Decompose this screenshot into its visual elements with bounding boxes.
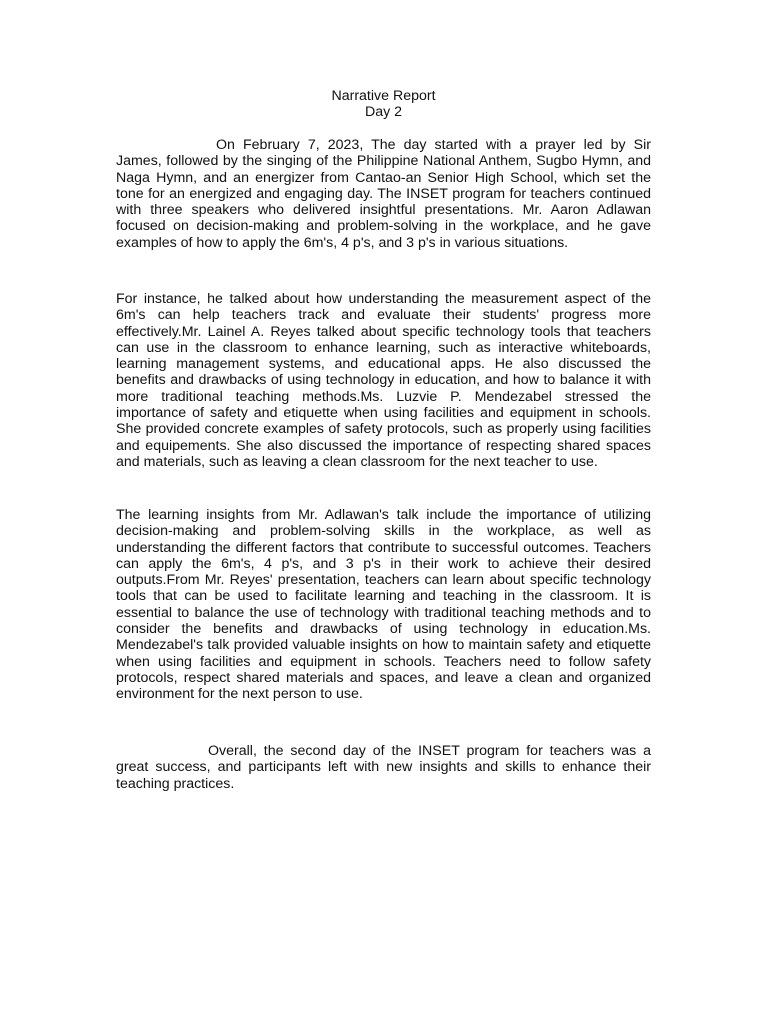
report-title: Narrative Report	[331, 88, 436, 104]
paragraph-opening	[116, 137, 651, 251]
paragraph-text: Overall, the second day of the INSET program for teachers was a great success, and participants left with new insights and skills to enhance their teaching practices.	[116, 743, 651, 792]
paragraph-text: For instance, he talked about how understanding the measurement aspect of the 6m's can help teachers track and evaluate their students' progress more effectively.Mr. Lainel A. Reyes talked about specific technology tools that teachers can use in the classroom to enhance learning, such as interactive whiteboards, learning management systems, and educational apps. He also discussed the benefits and drawbacks of using technology in education, and how to balance it with more traditional teaching methods.Ms. Luzvie P. Mendezabel stressed the importance of safety and etiquette when using facilities and equipment in schools. She provided concrete examples of safety protocols, such as properly using facilities and equipements. She also discussed the importance of respecting shared spaces and materials, such as leaving a clean classroom for the next teacher to use.	[116, 291, 651, 470]
paragraph-text: On February 7, 2023, The day started with a prayer led by Sir James, followed by the singing of the Philippine National Anthem, Sugbo Hymn, and Naga Hymn, and an energizer from Cantao-an Senior High School, which set the tone for an energized and engaging day. The INSET program for teachers continued with three speakers who delivered insightful presentations. Mr. Aaron Adlawan focused on decision-making and problem-solving in the workplace, and he gave examples of how to apply the 6m's, 4 p's, and 3 p's in various situations.	[116, 137, 651, 251]
report-day: Day 2	[364, 104, 403, 121]
report-header	[116, 88, 651, 121]
paragraph-speakers	[116, 291, 651, 470]
paragraph-text: The learning insights from Mr. Adlawan's talk include the importance of utilizing decision-making and problem-solving skills in the workplace, as well as understanding the different factors that contribute to successful outcomes. Teachers can apply the 6m's, 4 p's, and 3 p's in their work to achieve their desired outputs.From Mr. Reyes' presentation, teachers can learn about specific technology tools that can be used to facilitate learning and teaching in the classroom. It is essential to balance the use of technology with traditional teaching methods and to consider the benefits and drawbacks of using technology in education.Ms. Mendezabel's talk provided valuable insights on how to maintain safety and etiquette when using facilities and equipment in schools. Teachers need to follow safety protocols, respect shared materials and spaces, and leave a clean and organized environment for the next person to use.	[116, 507, 651, 703]
paragraph-conclusion	[116, 743, 651, 792]
paragraph-learning-insights	[116, 507, 651, 703]
